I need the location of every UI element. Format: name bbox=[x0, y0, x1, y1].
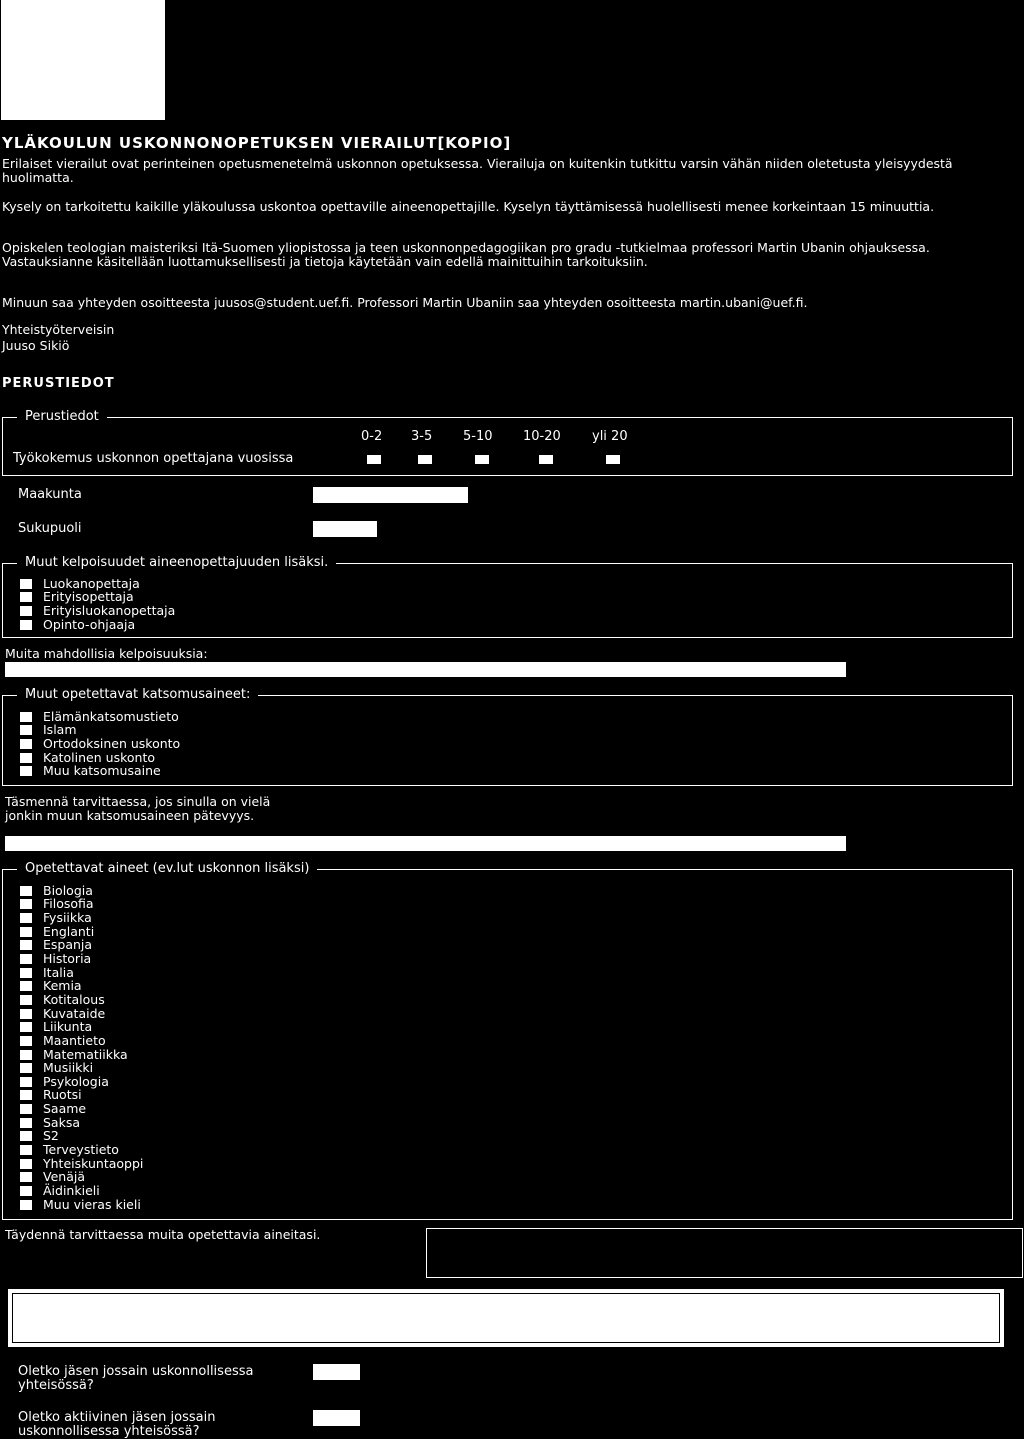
checkbox-label: Yhteiskuntaoppi bbox=[43, 1155, 144, 1171]
checkbox-label: Psykologia bbox=[43, 1073, 109, 1089]
checkbox[interactable] bbox=[20, 1172, 32, 1182]
katsomusaineet-legend: Muut opetettavat katsomusaineet: bbox=[25, 687, 251, 702]
muita-kelpoisuuksia-input[interactable] bbox=[5, 662, 846, 677]
checkbox[interactable] bbox=[20, 1090, 32, 1100]
experience-radio-yli-20[interactable] bbox=[606, 455, 620, 464]
aineet-legend: Opetettavat aineet (ev.lut uskonnon lisäksi) bbox=[25, 861, 310, 876]
checkbox-label: Erityisluokanopettaja bbox=[43, 603, 176, 619]
checkbox-item[interactable] bbox=[20, 966, 143, 980]
checkbox-label: Ortodoksinen uskonto bbox=[43, 736, 181, 752]
perustiedot-legend: Perustiedot bbox=[25, 409, 99, 424]
signature: Juuso Sikiö bbox=[2, 338, 70, 353]
intro-paragraph-1: Erilaiset vierailut ovat perinteinen opetusmenetelmä uskonnon opetuksessa. Vierailuja on kuitenkin tutkittu varsin vähän niiden oletetusta yleisyydestä huolimatta. bbox=[2, 156, 953, 185]
section-title: PERUSTIEDOT bbox=[2, 376, 115, 391]
checkbox-label: Liikunta bbox=[43, 1019, 93, 1035]
kelpoisuudet-list bbox=[20, 577, 175, 632]
checkbox-label: Saame bbox=[43, 1101, 87, 1117]
checkbox[interactable] bbox=[20, 1131, 32, 1141]
checkbox[interactable] bbox=[20, 620, 32, 630]
checkbox-label: Kuvataide bbox=[43, 1005, 106, 1021]
notice-box bbox=[8, 1289, 1004, 1347]
aineet-list bbox=[20, 884, 143, 1211]
sukupuoli-select[interactable] bbox=[313, 521, 377, 537]
checkbox-label: Muu katsomusaine bbox=[43, 763, 161, 779]
intro-paragraph-4: Minuun saa yhteyden osoitteesta juusos@student.uef.fi. Professori Martin Ubaniin saa yhteyden osoitteesta martin.ubani@uef.fi. bbox=[2, 295, 808, 310]
column-header-5-10: 5-10 bbox=[463, 429, 493, 444]
column-header-3-5: 3-5 bbox=[411, 429, 433, 444]
checkbox-label: Venäjä bbox=[43, 1169, 85, 1185]
column-header-yli-20: yli 20 bbox=[592, 429, 628, 444]
checkbox-label: Luokanopettaja bbox=[43, 575, 140, 591]
checkbox[interactable] bbox=[20, 968, 32, 978]
greeting: Yhteistyöterveisin bbox=[2, 322, 115, 337]
checkbox-label: Maantieto bbox=[43, 1032, 106, 1048]
maakunta-select[interactable] bbox=[313, 487, 468, 503]
checkbox-label: Historia bbox=[43, 951, 92, 967]
checkbox[interactable] bbox=[20, 954, 32, 964]
checkbox-item[interactable] bbox=[20, 1075, 143, 1089]
notice-box-inner bbox=[12, 1293, 1000, 1343]
checkbox[interactable] bbox=[20, 766, 32, 776]
checkbox-item[interactable] bbox=[20, 765, 180, 779]
checkbox[interactable] bbox=[20, 1036, 32, 1046]
checkbox[interactable] bbox=[20, 606, 32, 616]
checkbox[interactable] bbox=[20, 753, 32, 763]
checkbox-label: Italia bbox=[43, 964, 74, 980]
checkbox-label: Ruotsi bbox=[43, 1087, 82, 1103]
column-header-0-2: 0-2 bbox=[361, 429, 383, 444]
checkbox-label: S2 bbox=[43, 1128, 59, 1144]
checkbox[interactable] bbox=[20, 1104, 32, 1114]
checkbox[interactable] bbox=[20, 1063, 32, 1073]
aineet-fieldset bbox=[2, 862, 1013, 1220]
checkbox-item[interactable] bbox=[20, 1116, 143, 1130]
checkbox-label: Opinto-ohjaaja bbox=[43, 616, 136, 632]
taydenna-textarea[interactable] bbox=[426, 1228, 1023, 1278]
checkbox-label: Äidinkieli bbox=[43, 1182, 100, 1198]
checkbox-label: Katolinen uskonto bbox=[43, 749, 155, 765]
checkbox[interactable] bbox=[20, 886, 32, 896]
checkbox[interactable] bbox=[20, 981, 32, 991]
tasmenna-input[interactable] bbox=[5, 836, 846, 851]
checkbox[interactable] bbox=[20, 995, 32, 1005]
checkbox-label: Kotitalous bbox=[43, 991, 105, 1007]
checkbox-label: Saksa bbox=[43, 1114, 81, 1130]
checkbox[interactable] bbox=[20, 1009, 32, 1019]
intro-paragraph-3: Opiskelen teologian maisteriksi Itä-Suomen yliopistossa ja teen uskonnonpedagogiikan pro gradu -tutkielmaa professori Martin Ubanin ohjauksessa. Vastauksianne käsitellään luottamuksellisesti ja tietoja käytetään vain edellä mainittuihin tarkoituksiin. bbox=[2, 240, 930, 269]
checkbox[interactable] bbox=[20, 592, 32, 602]
sukupuoli-label: Sukupuoli bbox=[18, 521, 82, 536]
column-header-10-20: 10-20 bbox=[523, 429, 561, 444]
aktiivinen-question: Oletko aktiivinen jäsen jossain uskonnollisessa yhteisössä? bbox=[18, 1410, 216, 1439]
checkbox-item[interactable] bbox=[20, 1061, 143, 1075]
checkbox-item[interactable] bbox=[20, 1020, 143, 1034]
checkbox-label: Matematiikka bbox=[43, 1046, 128, 1062]
checkbox[interactable] bbox=[20, 1022, 32, 1032]
maakunta-label: Maakunta bbox=[18, 487, 82, 502]
checkbox-item[interactable] bbox=[20, 604, 175, 618]
checkbox[interactable] bbox=[20, 579, 32, 589]
checkbox[interactable] bbox=[20, 1050, 32, 1060]
checkbox-item[interactable] bbox=[20, 1143, 143, 1157]
checkbox[interactable] bbox=[20, 739, 32, 749]
checkbox[interactable] bbox=[20, 1200, 32, 1210]
page-title: YLÄKOULUN USKONNONOPETUKSEN VIERAILUT[KOPIO] bbox=[2, 134, 512, 152]
checkbox-label: Islam bbox=[43, 722, 77, 738]
checkbox-item[interactable] bbox=[20, 1102, 143, 1116]
tasmenna-label: Täsmennä tarvittaessa, jos sinulla on vielä jonkin muun katsomusaineen pätevyys. bbox=[5, 794, 271, 823]
checkbox-label: Englanti bbox=[43, 923, 95, 939]
checkbox-label: Fysiikka bbox=[43, 910, 92, 926]
checkbox-label: Musiikki bbox=[43, 1060, 94, 1076]
checkbox[interactable] bbox=[20, 927, 32, 937]
checkbox-label: Erityisopettaja bbox=[43, 589, 134, 605]
kelpoisuudet-legend: Muut kelpoisuudet aineenopettajuuden lisäksi. bbox=[25, 555, 329, 570]
checkbox-label: Terveystieto bbox=[43, 1142, 119, 1157]
checkbox[interactable] bbox=[20, 899, 32, 909]
muita-kelpoisuuksia-label: Muita mahdollisia kelpoisuuksia: bbox=[5, 646, 208, 661]
checkbox-item[interactable] bbox=[20, 1184, 143, 1198]
experience-radio-10-20[interactable] bbox=[539, 455, 553, 464]
checkbox[interactable] bbox=[20, 725, 32, 735]
checkbox-label: Espanja bbox=[43, 937, 93, 953]
checkbox-label: Filosofia bbox=[43, 896, 94, 912]
checkbox-label: Muu vieras kieli bbox=[43, 1196, 141, 1212]
checkbox[interactable] bbox=[20, 940, 32, 950]
jasen-select[interactable] bbox=[313, 1364, 360, 1380]
checkbox-label: Elämänkatsomustieto bbox=[43, 708, 179, 724]
checkbox-label: Biologia bbox=[43, 882, 93, 898]
experience-radio-0-2[interactable] bbox=[367, 455, 381, 464]
checkbox[interactable] bbox=[20, 1159, 32, 1169]
logo bbox=[1, 0, 165, 120]
checkbox-item[interactable] bbox=[20, 993, 143, 1007]
intro-paragraph-2: Kysely on tarkoitettu kaikille yläkoulussa uskontoa opettaville aineenopettajille. Kyselyn täyttämisessä huolellisesti menee korkeintaan 15 minuuttia. bbox=[2, 199, 935, 214]
experience-radio-3-5[interactable] bbox=[418, 455, 432, 464]
checkbox-item[interactable] bbox=[20, 737, 180, 751]
aktiivinen-select[interactable] bbox=[313, 1410, 360, 1426]
perustiedot-fieldset bbox=[2, 410, 1013, 476]
checkbox-item[interactable] bbox=[20, 952, 143, 966]
checkbox-item[interactable] bbox=[20, 911, 143, 925]
checkbox-item[interactable] bbox=[20, 1198, 143, 1212]
checkbox-item[interactable] bbox=[20, 618, 175, 632]
checkbox-item[interactable] bbox=[20, 1034, 143, 1048]
checkbox-label: Kemia bbox=[43, 978, 82, 994]
checkbox[interactable] bbox=[20, 913, 32, 923]
experience-row-label: Työkokemus uskonnon opettajana vuosissa bbox=[13, 451, 294, 466]
checkbox[interactable] bbox=[20, 712, 32, 722]
checkbox[interactable] bbox=[20, 1077, 32, 1087]
jasen-question: Oletko jäsen jossain uskonnollisessa yhteisössä? bbox=[18, 1364, 254, 1393]
taydenna-label: Täydennä tarvittaessa muita opetettavia aineitasi. bbox=[5, 1227, 321, 1242]
checkbox[interactable] bbox=[20, 1118, 32, 1128]
checkbox[interactable] bbox=[20, 1186, 32, 1196]
checkbox[interactable] bbox=[20, 1145, 32, 1155]
experience-radio-5-10[interactable] bbox=[475, 455, 489, 464]
katsomusaineet-list bbox=[20, 710, 180, 778]
